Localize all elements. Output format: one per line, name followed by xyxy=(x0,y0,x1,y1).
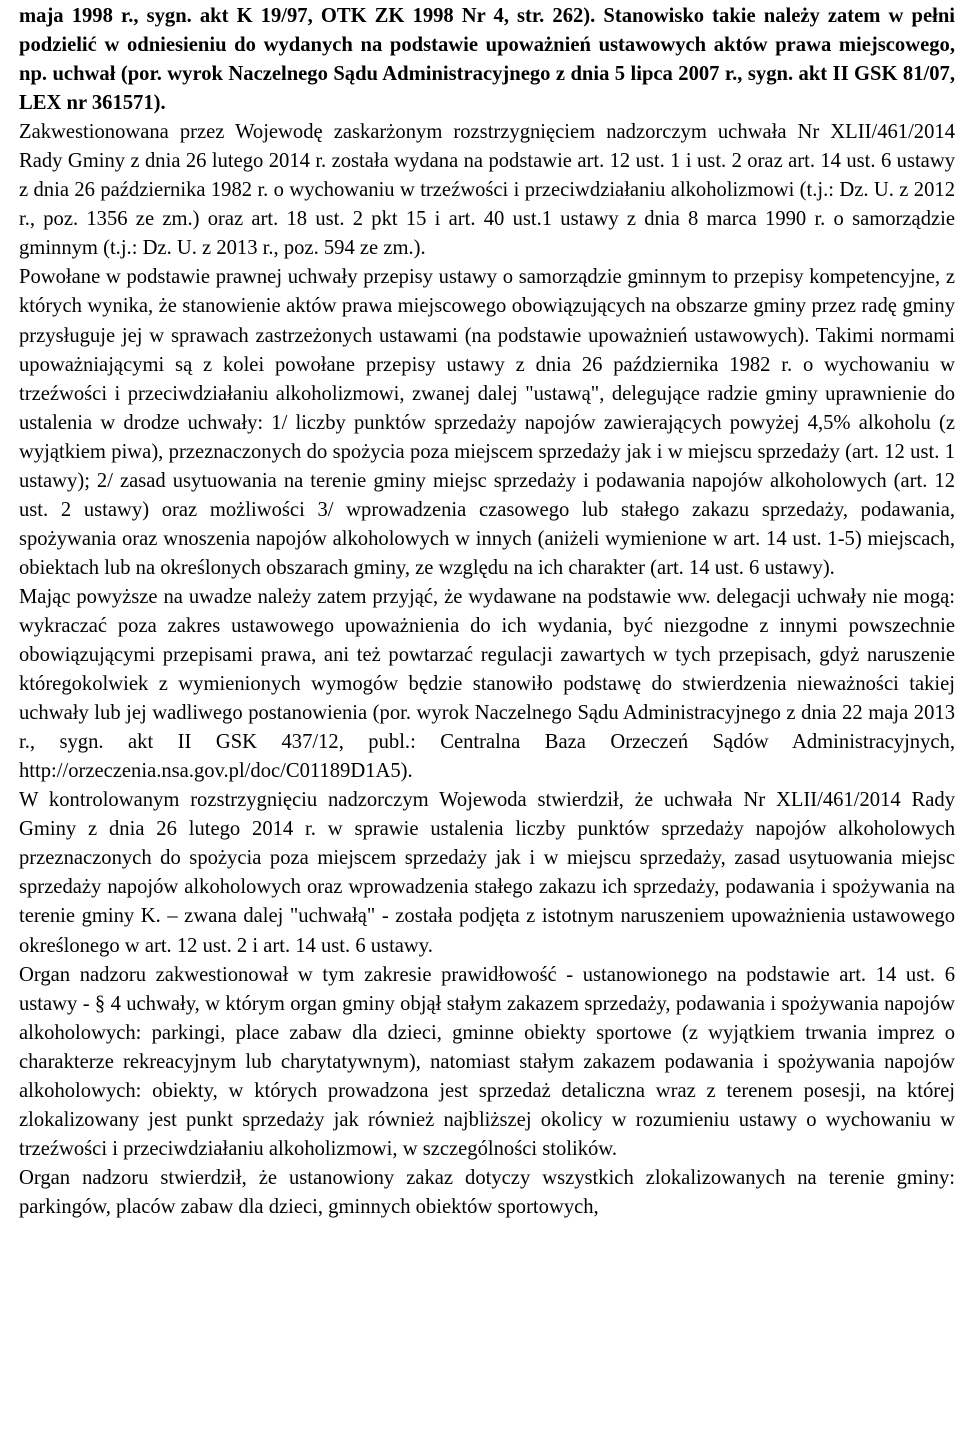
paragraph-contested-resolution: Zakwestionowana przez Wojewodę zaskarżonym rozstrzygnięciem nadzorczym uchwała Nr XLII/461/2014 Rady Gminy z dnia 26 lutego 2014 r. została wydana na podstawie art. 12 ust. 1 i ust. 2 oraz art. 14 ust. 6 ustawy z dnia 26 października 1982 r. o wychowaniu w trzeźwości i przeciwdziałaniu alkoholizmowi (t.j.: Dz. U. z 2012 r., poz. 1356 ze zm.) oraz art. 18 ust. 2 pkt 15 i art. 40 ust.1 ustawy z dnia 8 marca 1990 r. o samorządzie gminnym (t.j.: Dz. U. z 2013 r., poz. 594 ze zm.). xyxy=(19,121,955,260)
paragraph-ban-scope: Organ nadzoru stwierdził, że ustanowiony zakaz dotyczy wszystkich zlokalizowanych na terenie gminy: parkingów, placów zabaw dla dzieci, gminnych obiektów sportowych, xyxy=(19,1166,955,1218)
paragraph-court-ruling-continuation: maja 1998 r., sygn. akt K 19/97, OTK ZK 1998 Nr 4, str. 262). Stanowisko takie należy zatem w pełni podzielić w odniesieniu do wydanych na podstawie upoważnień ustawowych aktów prawa miejscowego, np. uchwał (por. wyrok Naczelnego Sądu Administracyjnego z dnia 5 lipca 2007 r., sygn. akt II GSK 81/07, LEX nr 361571). xyxy=(19,5,955,115)
paragraph-delegation-limits: Mając powyższe na uwadze należy zatem przyjąć, że wydawane na podstawie ww. delegacji uchwały nie mogą: wykraczać poza zakres ustawowego upoważnienia do ich wydania, być niezgodne z innymi powszechnie obowiązującymi przepisami prawa, ani też powtarzać regulacji zawartych w tych przepisach, gdyż naruszenie któregokolwiek z wymienionych wymogów będzie stanowiło podstawę do stwierdzenia nieważności takiej uchwały lub jej wadliwego postanowienia (por. wyrok Naczelnego Sądu Administracyjnego z dnia 22 maja 2013 r., sygn. akt II GSK 437/12, publ.: Centralna Baza Orzeczeń Sądów Administracyjnych, http://orzeczenia.nsa.gov.pl/doc/C01189D1A5). xyxy=(19,585,955,783)
paragraph-voivode-finding: W kontrolowanym rozstrzygnięciu nadzorczym Wojewoda stwierdził, że uchwała Nr XLII/461/2014 Rady Gminy z dnia 26 lutego 2014 r. w sprawie ustalenia liczby punktów sprzedaży napojów alkoholowych przeznaczonych do spożycia poza miejscem sprzedaży jak i w miejscu sprzedaży, zasad usytuowania miejsc sprzedaży napojów alkoholowych oraz wprowadzenia stałego zakazu ich sprzedaży, podawania i spożywania na terenie gminy K. – zwana dalej "uchwałą" - została podjęta z istotnym naruszeniem upoważnienia ustawowego określonego w art. 12 ust. 2 i art. 14 ust. 6 ustawy. xyxy=(19,789,955,957)
paragraph-legal-basis: Powołane w podstawie prawnej uchwały przepisy ustawy o samorządzie gminnym to przepisy kompetencyjne, z których wynika, że stanowienie aktów prawa miejscowego obowiązujących na obszarze gminy przez radę gminy przysługuje jej w sprawach zastrzeżonych ustawami (na podstawie upoważnień ustawowych). Takimi normami upoważniającymi są z kolei powołane przepisy ustawy z dnia 26 października 1982 r. o wychowaniu w trzeźwości i przeciwdziałaniu alkoholizmowi, zwanej dalej "ustawą", delegujące radzie gminy uprawnienie do ustalenia w drodze uchwały: 1/ liczby punktów sprzedaży napojów zawierających powyżej 4,5% alkoholu (z wyjątkiem piwa), przeznaczonych do spożycia poza miejscem sprzedaży jak i w miejscu sprzedaży (art. 12 ust. 1 ustawy); 2/ zasad usytuowania na terenie gminy miejsc sprzedaży i podawania napojów alkoholowych (art. 12 ust. 2 ustawy) oraz możliwości 3/ wprowadzenia czasowego lub stałego zakazu sprzedaży, podawania, spożywania oraz wnoszenia napojów alkoholowych w innych (aniżeli wymienione w art. 14 ust. 1-5) miejscach, obiektach lub na określonych obszarach gminy, ze względu na ich charakter (art. 14 ust. 6 ustawy). xyxy=(19,266,955,579)
paragraph-supervisory-objection: Organ nadzoru zakwestionował w tym zakresie prawidłowość - ustanowionego na podstawie art. 14 ust. 6 ustawy - § 4 uchwały, w którym organ gminy objął stałym zakazem sprzedaży, podawania i spożywania napojów alkoholowych: parkingi, place zabaw dla dzieci, gminne obiekty sportowe (z wyjątkiem trwania imprez o charakterze rekreacyjnym lub charytatywnym), natomiast stałym zakazem podawania i spożywania napojów alkoholowych: obiekty, w których prowadzona jest sprzedaż detaliczna wraz z terenem posesji, na której zlokalizowany jest punkt sprzedaży jak również najbliższej okolicy w rozumieniu ustawy o wychowaniu w trzeźwości i przeciwdziałaniu alkoholizmowi, w szczególności stolików. xyxy=(19,963,955,1160)
document-page xyxy=(19,2,955,1222)
